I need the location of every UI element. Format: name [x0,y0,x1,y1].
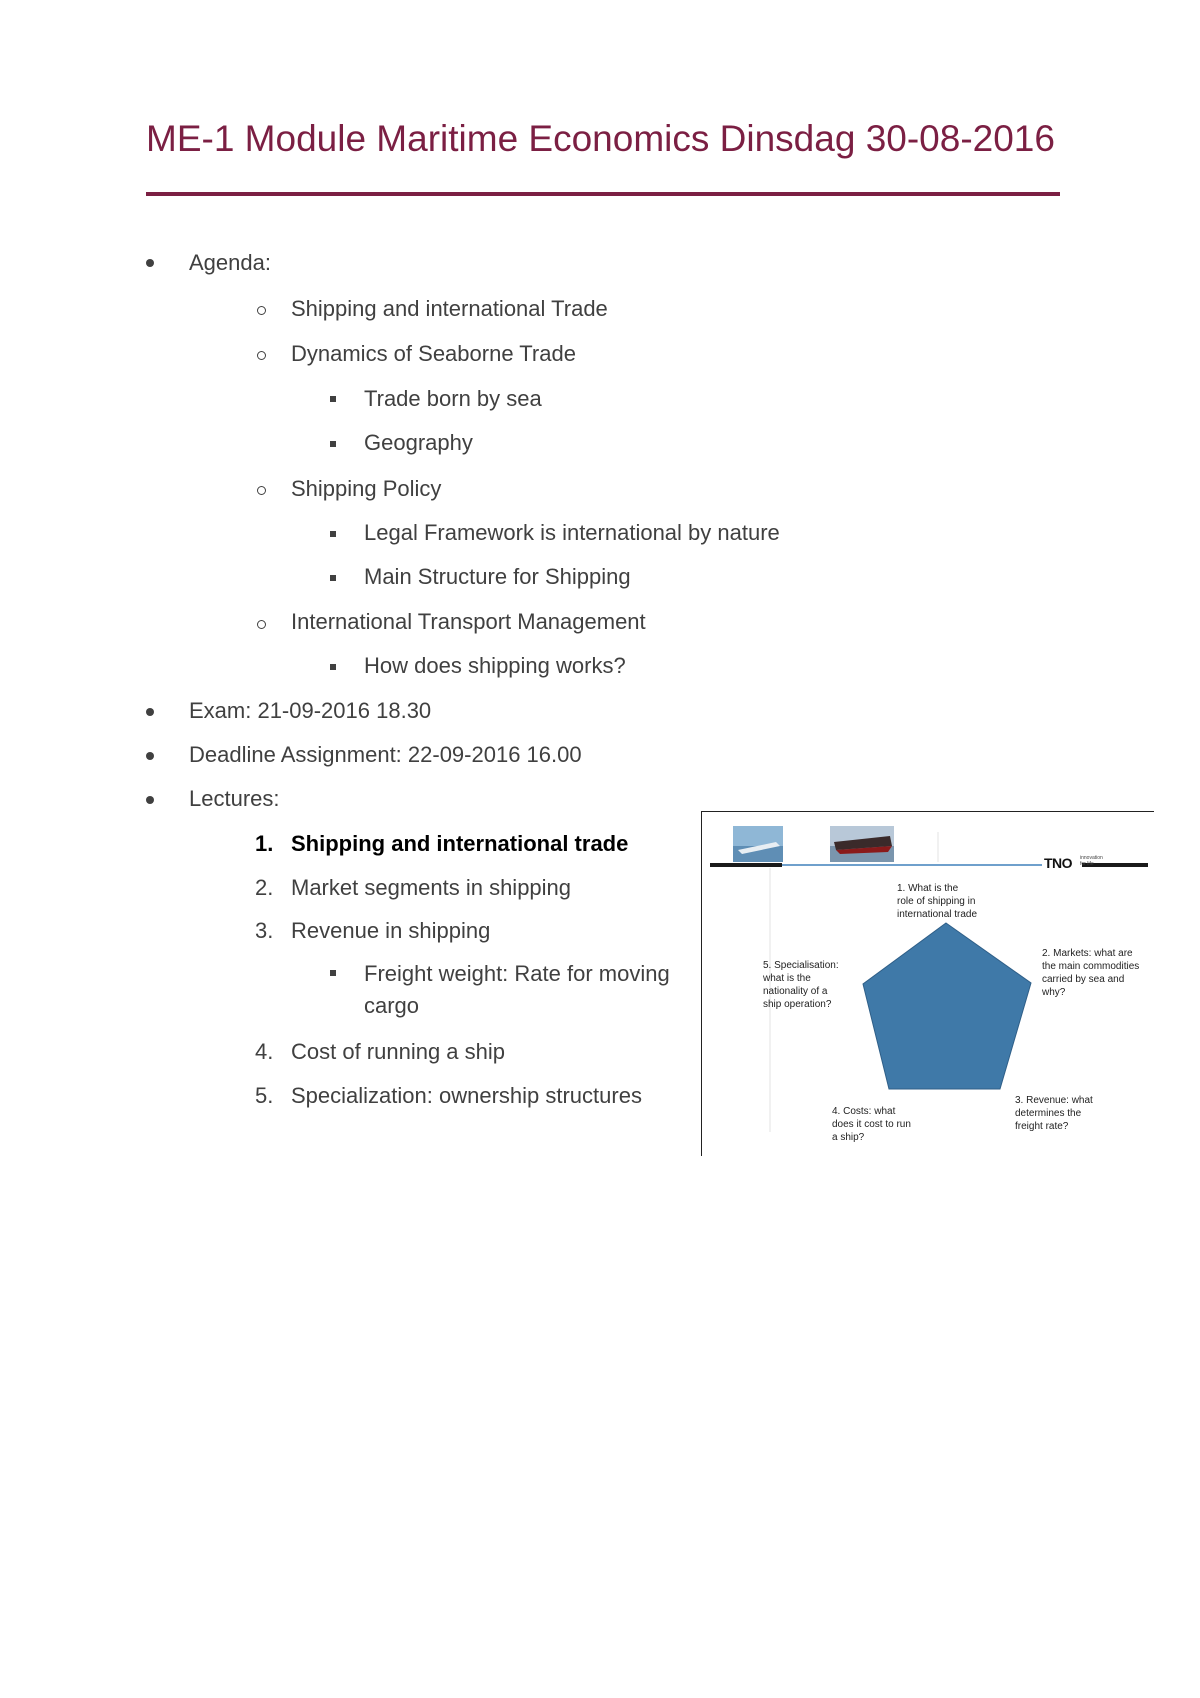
lecture-subitem: Freight weight: Rate for moving [364,961,670,986]
bullet-deadline [146,752,154,760]
agenda-subitem: Trade born by sea [364,386,542,411]
header-bar-blue [782,864,1042,866]
pentagon-shape [863,923,1031,1089]
agenda-label: Agenda: [189,250,271,275]
lecture-subitem-continued: cargo [364,993,420,1018]
tno-logo: TNO [1044,855,1073,871]
agenda-subitem: Geography [364,430,473,455]
question-2: 2. Markets: what are the main commodities carried by sea and why? [1042,948,1140,998]
agenda-item: International Transport Management [291,609,646,634]
lecture-number: 2. [255,875,274,900]
page-title: ME-1 Module Maritime Economics Dinsdag 30-08-2016 [146,118,1055,159]
agenda-subitem: How does shipping works? [364,653,626,678]
ship-photo-2 [830,826,894,862]
deadline-date: Deadline Assignment: 22-09-2016 16.00 [189,742,582,767]
lectures-label: Lectures: [189,786,280,811]
tno-logo-tagline: innovation for life [1080,855,1103,867]
exam-date: Exam: 21-09-2016 18.30 [189,698,432,723]
square-bullet [330,664,336,670]
slide-image [701,811,1154,1156]
lecture-item: Cost of running a ship [291,1039,506,1064]
lecture-item: Revenue in shipping [291,918,491,943]
lecture-item: Market segments in shipping [291,875,572,900]
agenda-item: Dynamics of Seaborne Trade [291,341,576,366]
header-bar-dark [710,863,782,867]
square-bullet [330,575,336,581]
circle-bullet [257,620,266,629]
question-1: 1. What is the role of shipping in international trade [897,883,978,920]
question-5: 5. Specialisation: what is the nationality of a ship operation? [763,960,839,1010]
bullet-exam [146,708,154,716]
square-bullet [330,970,336,976]
agenda-subitem: Legal Framework is international by nature [364,520,780,545]
lecture-number: 3. [255,918,274,943]
lecture-number: 4. [255,1039,274,1064]
question-4: 4. Costs: what does it cost to run a ship? [832,1106,911,1143]
square-bullet [330,396,336,402]
square-bullet [330,441,336,447]
circle-bullet [257,486,266,495]
agenda-item: Shipping Policy [291,476,442,501]
agenda-subitem: Main Structure for Shipping [364,564,631,589]
lecture-item: Specialization: ownership structures [291,1083,642,1108]
lecture-item: Shipping and international trade [291,831,629,856]
lecture-number: 5. [255,1083,274,1108]
square-bullet [330,531,336,537]
bullet-lectures [146,796,154,804]
lecture-number: 1. [255,831,274,856]
title-rule [146,192,1060,196]
agenda-item: Shipping and international Trade [291,296,608,321]
circle-bullet [257,351,266,360]
bullet-agenda [146,259,154,267]
question-3: 3. Revenue: what determines the freight rate? [1015,1095,1093,1132]
ship-photo-1 [733,826,783,862]
circle-bullet [257,306,266,315]
